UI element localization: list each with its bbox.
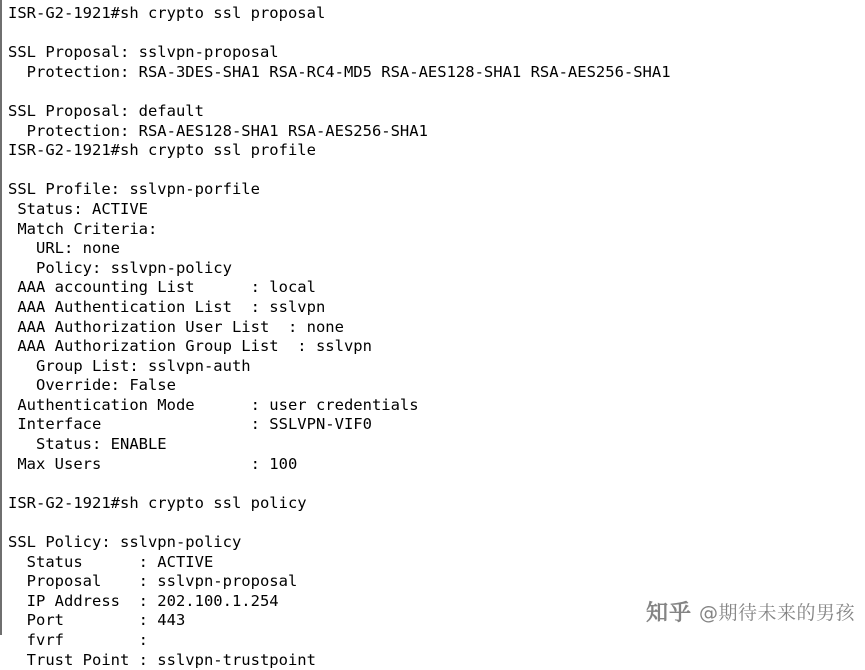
terminal-line: [8, 82, 865, 102]
terminal-line: AAA Authorization User List : none: [8, 317, 344, 336]
terminal-line: [8, 474, 865, 494]
terminal-line: Protection: RSA-AES128-SHA1 RSA-AES256-SHA1: [8, 121, 428, 140]
terminal-line: Override: False: [8, 376, 176, 395]
terminal-line: fvrf :: [8, 631, 148, 649]
terminal-line: SSL Profile: sslvpn-porfile: [8, 180, 260, 199]
terminal-line: URL: none: [8, 239, 120, 258]
terminal-line: Authentication Mode : user credentials: [8, 395, 419, 414]
terminal-line: ISR-G2-1921#sh crypto ssl profile: [8, 141, 316, 160]
terminal-line: SSL Proposal: sslvpn-proposal: [8, 43, 279, 62]
terminal-line: SSL Proposal: default: [8, 101, 204, 120]
terminal-line: AAA Authorization Group List : sslvpn: [8, 337, 372, 356]
terminal-line: Trust Point : sslvpn-trustpoint: [8, 650, 316, 669]
terminal-line: Status: ENABLE: [8, 435, 167, 454]
terminal-line: Proposal : sslvpn-proposal: [8, 572, 298, 591]
terminal-line: Status : ACTIVE: [8, 552, 214, 571]
terminal-line: SSL Policy: sslvpn-policy: [8, 533, 242, 552]
terminal-line: AAA accounting List : local: [8, 278, 316, 297]
watermark: [646, 596, 855, 627]
terminal-line: Interface : SSLVPN-VIF0: [8, 415, 372, 434]
terminal-line: ISR-G2-1921#sh crypto ssl proposal: [8, 4, 326, 22]
terminal-line: IP Address : 202.100.1.254: [8, 591, 279, 610]
terminal-line: [8, 161, 865, 181]
terminal-line: Group List: sslvpn-auth: [8, 356, 251, 375]
terminal-line: [8, 513, 865, 533]
terminal-line: [8, 24, 865, 44]
terminal-line: AAA Authentication List : sslvpn: [8, 297, 326, 316]
terminal-line: Policy: sslvpn-policy: [8, 258, 232, 277]
terminal-line: Port : 443: [8, 611, 186, 630]
zhihu-logo: 知乎: [645, 601, 692, 626]
terminal-line: ISR-G2-1921#sh crypto ssl policy: [8, 493, 307, 512]
terminal-line: Status: ACTIVE: [8, 199, 148, 218]
terminal-line: Match Criteria:: [8, 219, 158, 238]
terminal-line: Max Users : 100: [8, 454, 298, 473]
terminal-line: Protection: RSA-3DES-SHA1 RSA-RC4-MD5 RSA-AES128-SHA1 RSA-AES256-SHA1: [8, 62, 671, 81]
watermark-username: @期待未来的男孩: [698, 602, 855, 624]
